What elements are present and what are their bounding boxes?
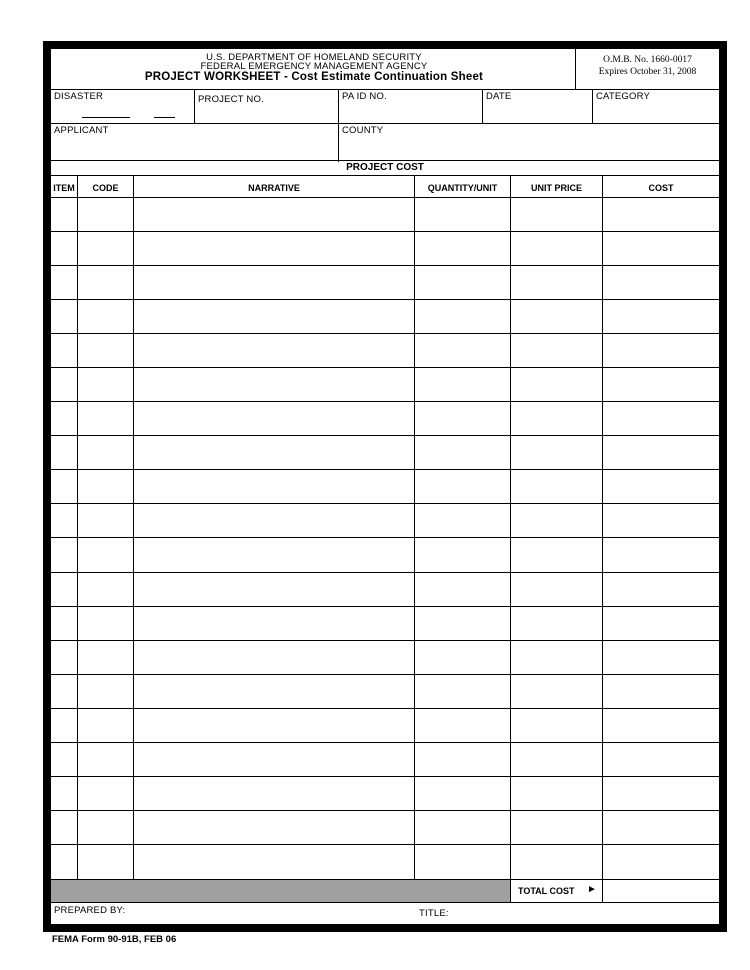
- item-cell[interactable]: [51, 470, 77, 503]
- item-cell[interactable]: [51, 198, 77, 231]
- cost-cell[interactable]: [603, 777, 719, 810]
- unit-price-cell[interactable]: [511, 198, 602, 231]
- narrative-cell[interactable]: [134, 675, 414, 708]
- narrative-cell[interactable]: [134, 777, 414, 810]
- item-cell[interactable]: [51, 504, 77, 537]
- table-row: [51, 402, 719, 436]
- cost-cell[interactable]: [603, 811, 719, 844]
- quantity-cell[interactable]: [415, 641, 510, 674]
- table-row: [51, 368, 719, 402]
- table-row: [51, 504, 719, 538]
- unit-price-cell[interactable]: [511, 845, 602, 878]
- quantity-cell[interactable]: [415, 300, 510, 333]
- code-cell[interactable]: [78, 743, 133, 776]
- col-header-code: CODE: [92, 183, 119, 193]
- cost-cell[interactable]: [603, 641, 719, 674]
- unit-price-cell[interactable]: [511, 539, 602, 572]
- table-row: [51, 470, 719, 504]
- table-row: [51, 743, 719, 777]
- unit-price-cell[interactable]: [511, 675, 602, 708]
- code-cell[interactable]: [78, 845, 133, 878]
- arrow-right-icon: ►: [587, 884, 597, 895]
- prepared-by-field[interactable]: [51, 903, 414, 930]
- narrative-cell[interactable]: [134, 607, 414, 640]
- quantity-cell[interactable]: [415, 573, 510, 606]
- table-row: [51, 641, 719, 675]
- cost-cell[interactable]: [603, 266, 719, 299]
- table-row: [51, 539, 719, 573]
- unit-price-cell[interactable]: [511, 300, 602, 333]
- item-cell[interactable]: [51, 607, 77, 640]
- col-header-cost: COST: [648, 183, 674, 193]
- project-number-label: PROJECT NO.: [198, 94, 264, 105]
- total-cost-label: TOTAL COST: [518, 886, 575, 896]
- department-name: U.S. DEPARTMENT OF HOMELAND SECURITY: [206, 52, 422, 63]
- unit-price-cell[interactable]: [511, 573, 602, 606]
- quantity-cell[interactable]: [415, 266, 510, 299]
- table-row: [51, 675, 719, 709]
- quantity-cell[interactable]: [415, 607, 510, 640]
- item-cell[interactable]: [51, 709, 77, 742]
- title-label: TITLE:: [419, 908, 449, 919]
- item-cell[interactable]: [51, 539, 77, 572]
- unit-price-cell[interactable]: [511, 368, 602, 401]
- item-cell[interactable]: [51, 368, 77, 401]
- cost-cell[interactable]: [603, 368, 719, 401]
- col-header-quantity-unit: QUANTITY/UNIT: [427, 183, 498, 193]
- unit-price-cell[interactable]: [511, 334, 602, 367]
- cost-table: [51, 49, 719, 924]
- narrative-cell[interactable]: [134, 470, 414, 503]
- cost-cell[interactable]: [603, 300, 719, 333]
- table-row: [51, 811, 719, 845]
- col-header-unit-price: UNIT PRICE: [530, 183, 582, 193]
- unit-price-cell[interactable]: [511, 709, 602, 742]
- total-cost-label-cell: [511, 879, 602, 902]
- table-row: [51, 334, 719, 368]
- narrative-cell[interactable]: [134, 232, 414, 265]
- cost-cell[interactable]: [603, 334, 719, 367]
- narrative-cell[interactable]: [134, 573, 414, 606]
- unit-price-cell[interactable]: [511, 232, 602, 265]
- code-cell[interactable]: [78, 198, 133, 231]
- unit-price-cell[interactable]: [511, 266, 602, 299]
- quantity-cell[interactable]: [415, 743, 510, 776]
- code-cell[interactable]: [78, 675, 133, 708]
- omb-number: O.M.B. No. 1660-0017: [603, 55, 692, 65]
- quantity-cell[interactable]: [415, 811, 510, 844]
- code-cell[interactable]: [78, 539, 133, 572]
- quantity-cell[interactable]: [415, 777, 510, 810]
- item-cell[interactable]: [51, 402, 77, 435]
- cost-cell[interactable]: [603, 402, 719, 435]
- table-row: [51, 845, 719, 879]
- code-cell[interactable]: [78, 607, 133, 640]
- table-row: [51, 232, 719, 266]
- agency-name: FEDERAL EMERGENCY MANAGEMENT AGENCY: [200, 61, 428, 72]
- quantity-cell[interactable]: [415, 504, 510, 537]
- item-cell[interactable]: [51, 641, 77, 674]
- county-label: COUNTY: [342, 125, 384, 136]
- table-row: [51, 607, 719, 641]
- unit-price-cell[interactable]: [511, 641, 602, 674]
- narrative-cell[interactable]: [134, 539, 414, 572]
- code-cell[interactable]: [78, 777, 133, 810]
- quantity-cell[interactable]: [415, 675, 510, 708]
- unit-price-cell[interactable]: [511, 504, 602, 537]
- code-cell[interactable]: [78, 402, 133, 435]
- narrative-cell[interactable]: [134, 709, 414, 742]
- item-cell[interactable]: [51, 436, 77, 469]
- code-cell[interactable]: [78, 334, 133, 367]
- cost-cell[interactable]: [603, 504, 719, 537]
- cost-cell[interactable]: [603, 539, 719, 572]
- table-row: [51, 198, 719, 232]
- cost-cell[interactable]: [603, 845, 719, 878]
- table-row: [51, 573, 719, 607]
- narrative-cell[interactable]: [134, 845, 414, 878]
- pa-id-label: PA ID NO.: [342, 91, 387, 102]
- date-label: DATE: [486, 91, 512, 102]
- code-cell[interactable]: [78, 232, 133, 265]
- quantity-cell[interactable]: [415, 198, 510, 231]
- table-row: [51, 777, 719, 811]
- quantity-cell[interactable]: [415, 368, 510, 401]
- cost-cell[interactable]: [603, 198, 719, 231]
- quantity-cell[interactable]: [415, 845, 510, 878]
- total-cost-value[interactable]: [603, 879, 719, 902]
- code-cell[interactable]: [78, 436, 133, 469]
- col-header-narrative: NARRATIVE: [248, 183, 300, 193]
- code-cell[interactable]: [78, 811, 133, 844]
- unit-price-cell[interactable]: [511, 436, 602, 469]
- cost-cell[interactable]: [603, 470, 719, 503]
- item-cell[interactable]: [51, 232, 77, 265]
- quantity-cell[interactable]: [415, 402, 510, 435]
- quantity-cell[interactable]: [415, 436, 510, 469]
- narrative-cell[interactable]: [134, 743, 414, 776]
- cost-cell[interactable]: [603, 573, 719, 606]
- item-cell[interactable]: [51, 743, 77, 776]
- narrative-cell[interactable]: [134, 300, 414, 333]
- unit-price-cell[interactable]: [511, 402, 602, 435]
- form-number: FEMA Form 90-91B, FEB 06: [52, 934, 177, 945]
- unit-price-cell[interactable]: [511, 777, 602, 810]
- cost-cell[interactable]: [603, 607, 719, 640]
- item-cell[interactable]: [51, 334, 77, 367]
- form-title: PROJECT WORKSHEET - Cost Estimate Continuation Sheet: [144, 71, 484, 83]
- table-row: [51, 709, 719, 743]
- worksheet-form: [43, 41, 727, 932]
- unit-price-cell[interactable]: [511, 811, 602, 844]
- cost-cell[interactable]: [603, 709, 719, 742]
- item-cell[interactable]: [51, 777, 77, 810]
- disaster-label: DISASTER: [54, 91, 104, 102]
- category-label: CATEGORY: [596, 91, 651, 102]
- item-cell[interactable]: [51, 300, 77, 333]
- quantity-cell[interactable]: [415, 334, 510, 367]
- narrative-cell[interactable]: [134, 198, 414, 231]
- table-row: [51, 436, 719, 470]
- applicant-label: APPLICANT: [54, 125, 109, 136]
- omb-expiration: Expires October 31, 2008: [598, 67, 697, 77]
- title-field[interactable]: [415, 903, 719, 930]
- code-cell[interactable]: [78, 368, 133, 401]
- prepared-by-label: PREPARED BY:: [54, 905, 126, 916]
- quantity-cell[interactable]: [415, 232, 510, 265]
- unit-price-cell[interactable]: [511, 470, 602, 503]
- code-cell[interactable]: [78, 641, 133, 674]
- item-cell[interactable]: [51, 845, 77, 878]
- unit-price-cell[interactable]: [511, 607, 602, 640]
- unit-price-cell[interactable]: [511, 743, 602, 776]
- code-cell[interactable]: [78, 709, 133, 742]
- cost-cell[interactable]: [603, 675, 719, 708]
- quantity-cell[interactable]: [415, 470, 510, 503]
- code-cell[interactable]: [78, 300, 133, 333]
- item-cell[interactable]: [51, 266, 77, 299]
- item-cell[interactable]: [51, 811, 77, 844]
- table-row: [51, 300, 719, 334]
- narrative-cell[interactable]: [134, 504, 414, 537]
- narrative-cell[interactable]: [134, 266, 414, 299]
- total-row-shading: [51, 879, 510, 902]
- narrative-cell[interactable]: [134, 368, 414, 401]
- narrative-cell[interactable]: [134, 811, 414, 844]
- code-cell[interactable]: [78, 504, 133, 537]
- cost-cell[interactable]: [603, 743, 719, 776]
- item-cell[interactable]: [51, 573, 77, 606]
- narrative-cell[interactable]: [134, 402, 414, 435]
- table-row: [51, 266, 719, 300]
- code-cell[interactable]: [78, 266, 133, 299]
- project-cost-heading: PROJECT COST: [346, 162, 424, 173]
- narrative-cell[interactable]: [134, 641, 414, 674]
- cost-cell[interactable]: [603, 232, 719, 265]
- code-cell[interactable]: [78, 573, 133, 606]
- quantity-cell[interactable]: [415, 539, 510, 572]
- narrative-cell[interactable]: [134, 334, 414, 367]
- cost-cell[interactable]: [603, 436, 719, 469]
- item-cell[interactable]: [51, 675, 77, 708]
- code-cell[interactable]: [78, 470, 133, 503]
- narrative-cell[interactable]: [134, 436, 414, 469]
- quantity-cell[interactable]: [415, 709, 510, 742]
- col-header-item: ITEM: [53, 183, 75, 193]
